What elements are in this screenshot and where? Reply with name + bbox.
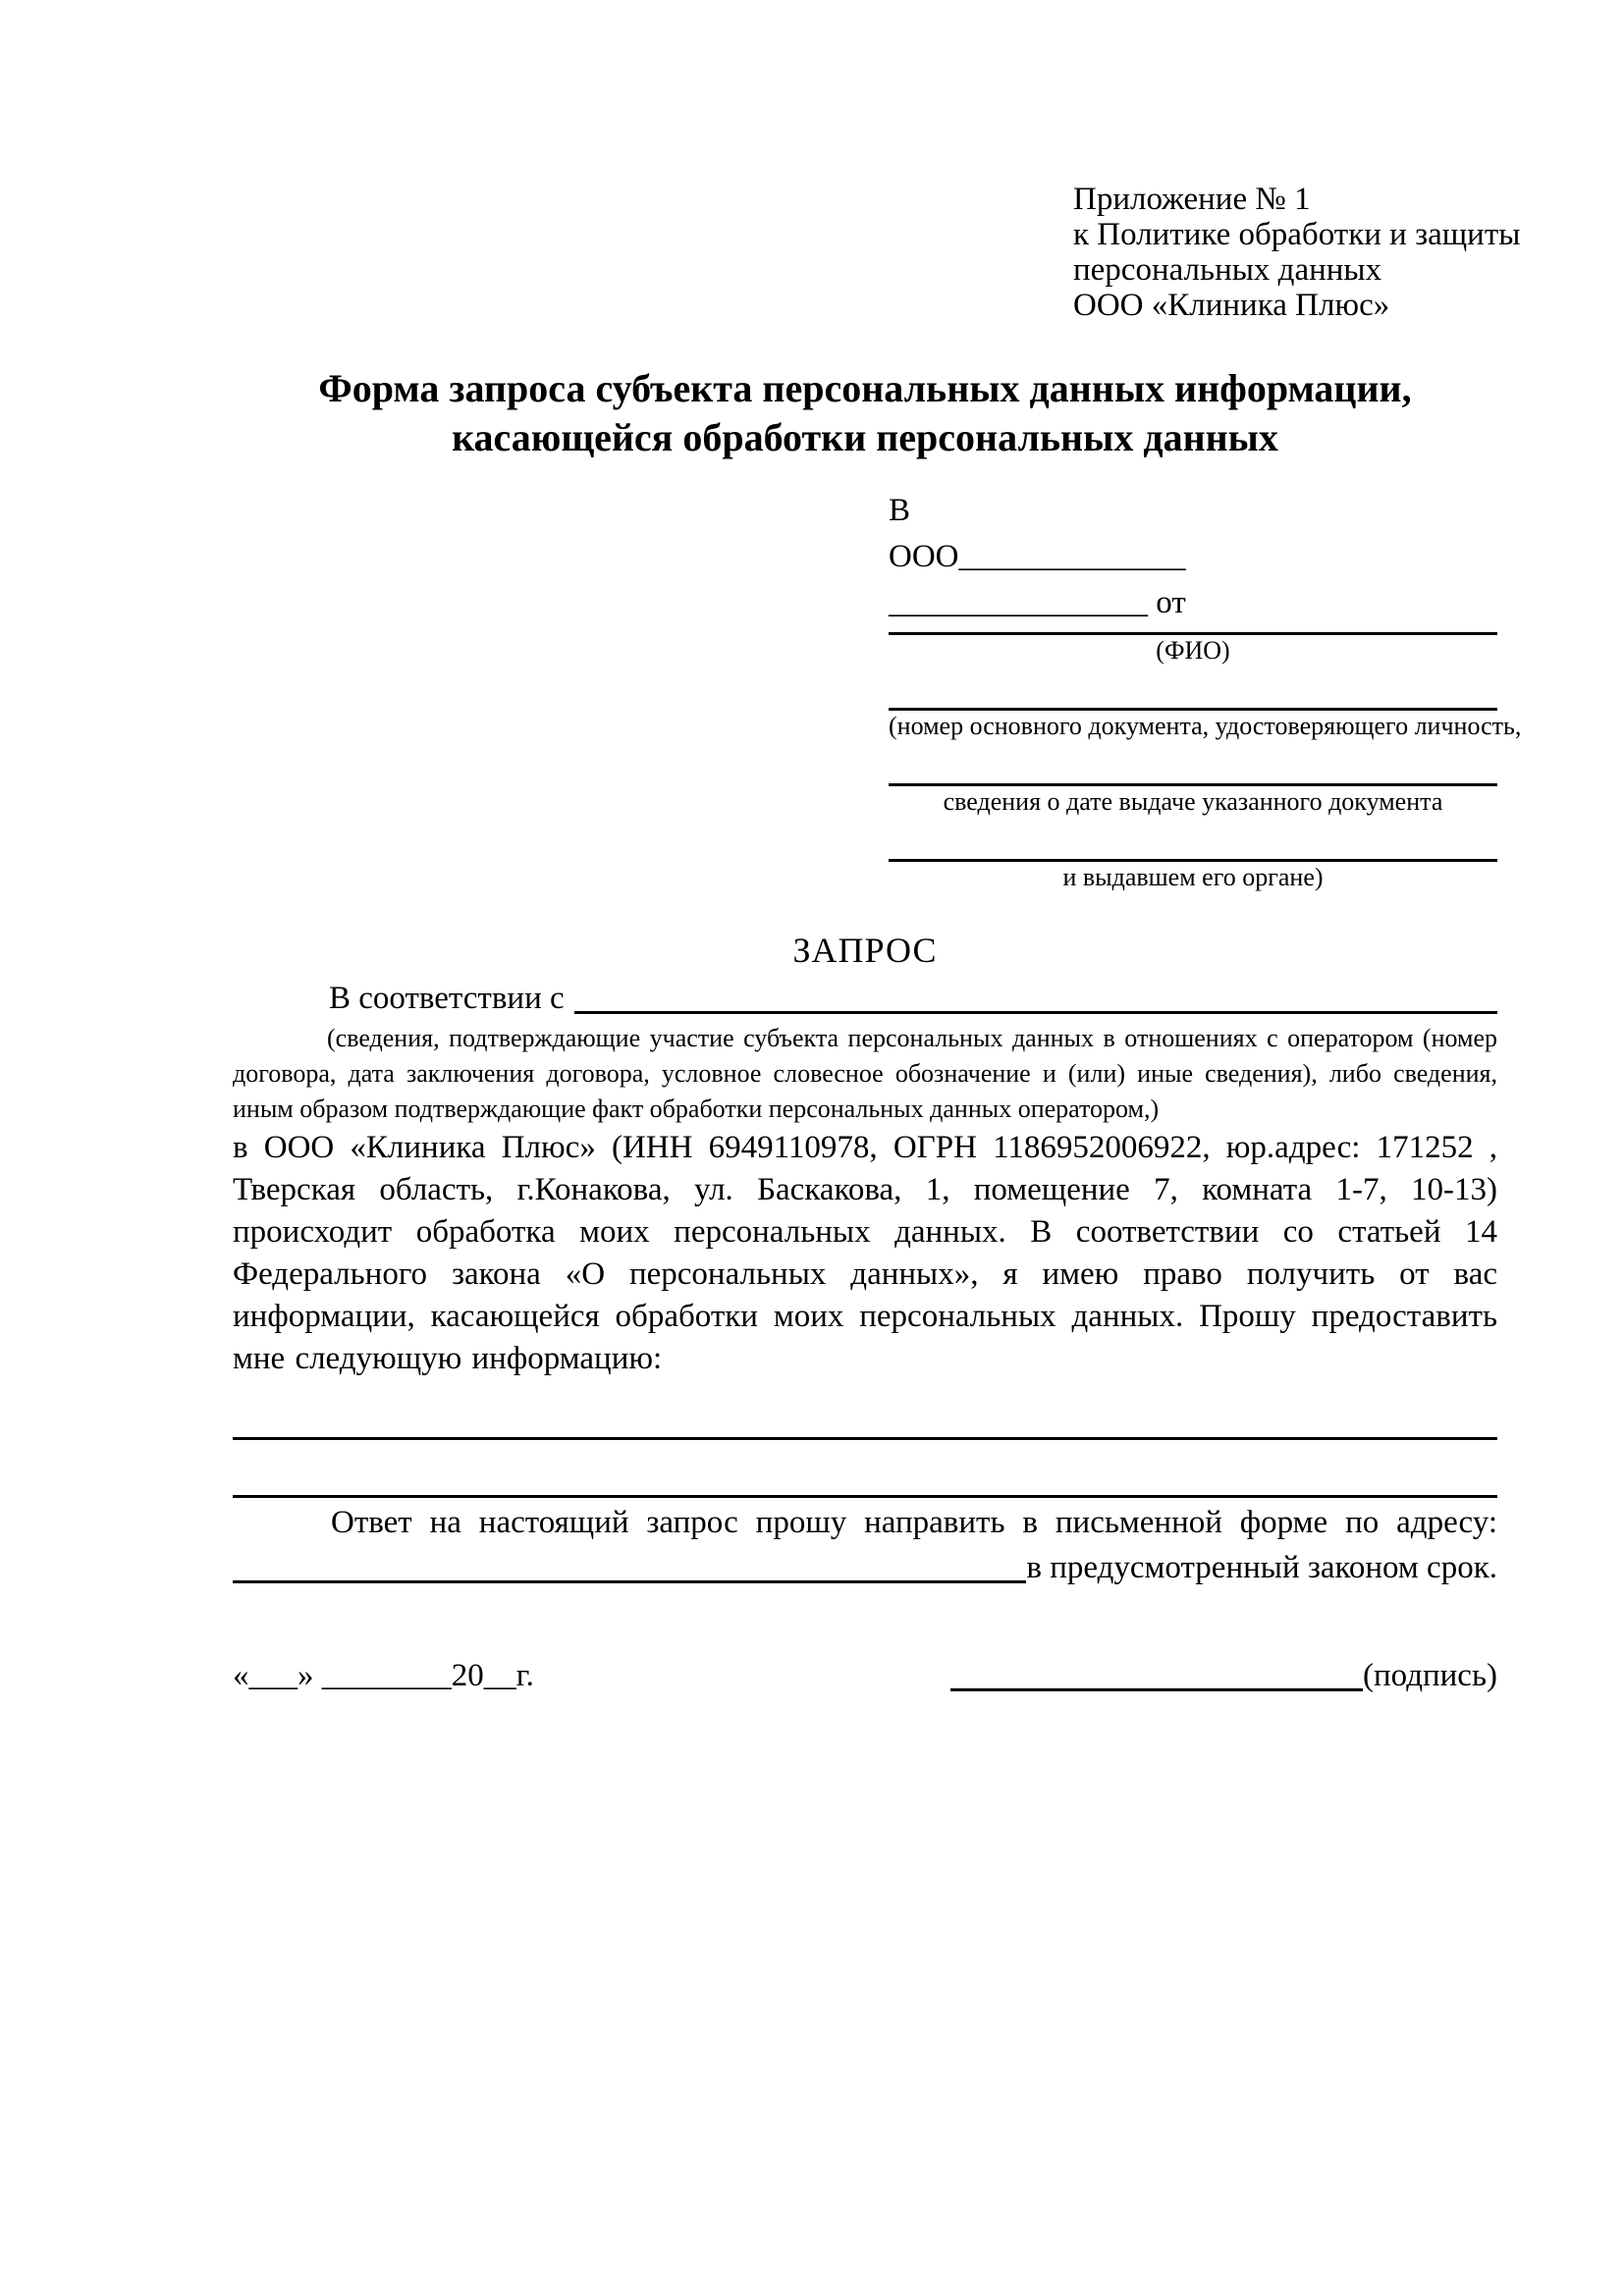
basis-blank-field[interactable]: [574, 1011, 1497, 1014]
addressee-org-line: [889, 534, 1497, 580]
document-number-blank-field[interactable]: [889, 667, 1497, 711]
title-line-1: Форма запроса субъекта персональных данных информации,: [318, 366, 1412, 410]
annex-line-3: персональных данных: [1073, 252, 1382, 288]
basis-footnote: (сведения, подтверждающие участие субъекта персональных данных в отношениях с оператором (номер договора, дата заключения договора, условное словесное обозначение и (или) иные сведения), либо сведения, иным образом подтверждающие факт обработки персональных данных оператором,): [233, 1024, 1497, 1123]
issue-date-caption: сведения о дате выдаче указанного документа: [943, 787, 1443, 816]
reply-address-line: [233, 1545, 1497, 1590]
org-label: ООО: [889, 539, 959, 574]
reply-instruction: Ответ на настоящий запрос прошу направить в письменной форме по адресу:: [331, 1505, 1497, 1540]
annex-line-2: к Политике обработки и защиты: [1073, 217, 1521, 252]
issuer-caption: и выдавшем его органе): [1062, 863, 1324, 891]
issuer-blank-field[interactable]: [889, 818, 1497, 862]
signature-group: [950, 1653, 1497, 1698]
reply-address-blank-field[interactable]: [233, 1580, 1026, 1583]
addressee-block: [889, 488, 1522, 893]
applicant-name-blank-field[interactable]: ________________: [889, 585, 1148, 620]
annex-line-1: Приложение № 1: [1073, 182, 1311, 217]
signature-caption: (подпись): [1363, 1658, 1497, 1693]
date-blank-field[interactable]: «___» ________20__г.: [233, 1658, 534, 1693]
basis-label: В соответствии с: [329, 981, 565, 1016]
addressee-from-line: [889, 580, 1497, 626]
org-name-blank-field[interactable]: ______________: [958, 539, 1186, 574]
document-number-caption: (номер основного документа, удостоверяющего личность,: [889, 712, 1522, 740]
signature-blank-field[interactable]: [950, 1688, 1363, 1691]
annex-header: [1073, 182, 1521, 323]
issue-date-blank-field[interactable]: [889, 742, 1497, 786]
request-heading: ЗАПРОС: [792, 931, 938, 970]
fio-blank-field[interactable]: [889, 626, 1497, 635]
title-line-2: касающейся обработки персональных данных: [452, 415, 1278, 459]
reply-suffix: в предусмотренный законом срок.: [1026, 1550, 1497, 1585]
requested-info-blank-field-1[interactable]: [233, 1398, 1497, 1440]
document-title: [233, 364, 1497, 462]
requested-info-blank-field-2[interactable]: [233, 1440, 1497, 1498]
date-signature-row: [233, 1653, 1497, 1698]
body-paragraph: в ООО «Клиника Плюс» (ИНН 6949110978, ОГРН 1186952006922, юр.адрес: 171252 , Тверская область, г.Конакова, ул. Баскакова, 1, помещение 7, комната 1-7, 10-13) происходит обработка моих персональных данных. В соответствии со статьей 14 Федерального закона «О персональных данных», я имею право получить от вас информации, касающейся обработки моих персональных данных. Прошу предоставить мне следующую информацию:: [233, 1130, 1497, 1376]
fio-caption: (ФИО): [1156, 636, 1230, 665]
basis-line: [233, 976, 1497, 1021]
from-label: от: [1148, 585, 1186, 620]
addressee-to-label: В: [889, 493, 911, 528]
annex-line-4: ООО «Клиника Плюс»: [1073, 288, 1390, 323]
